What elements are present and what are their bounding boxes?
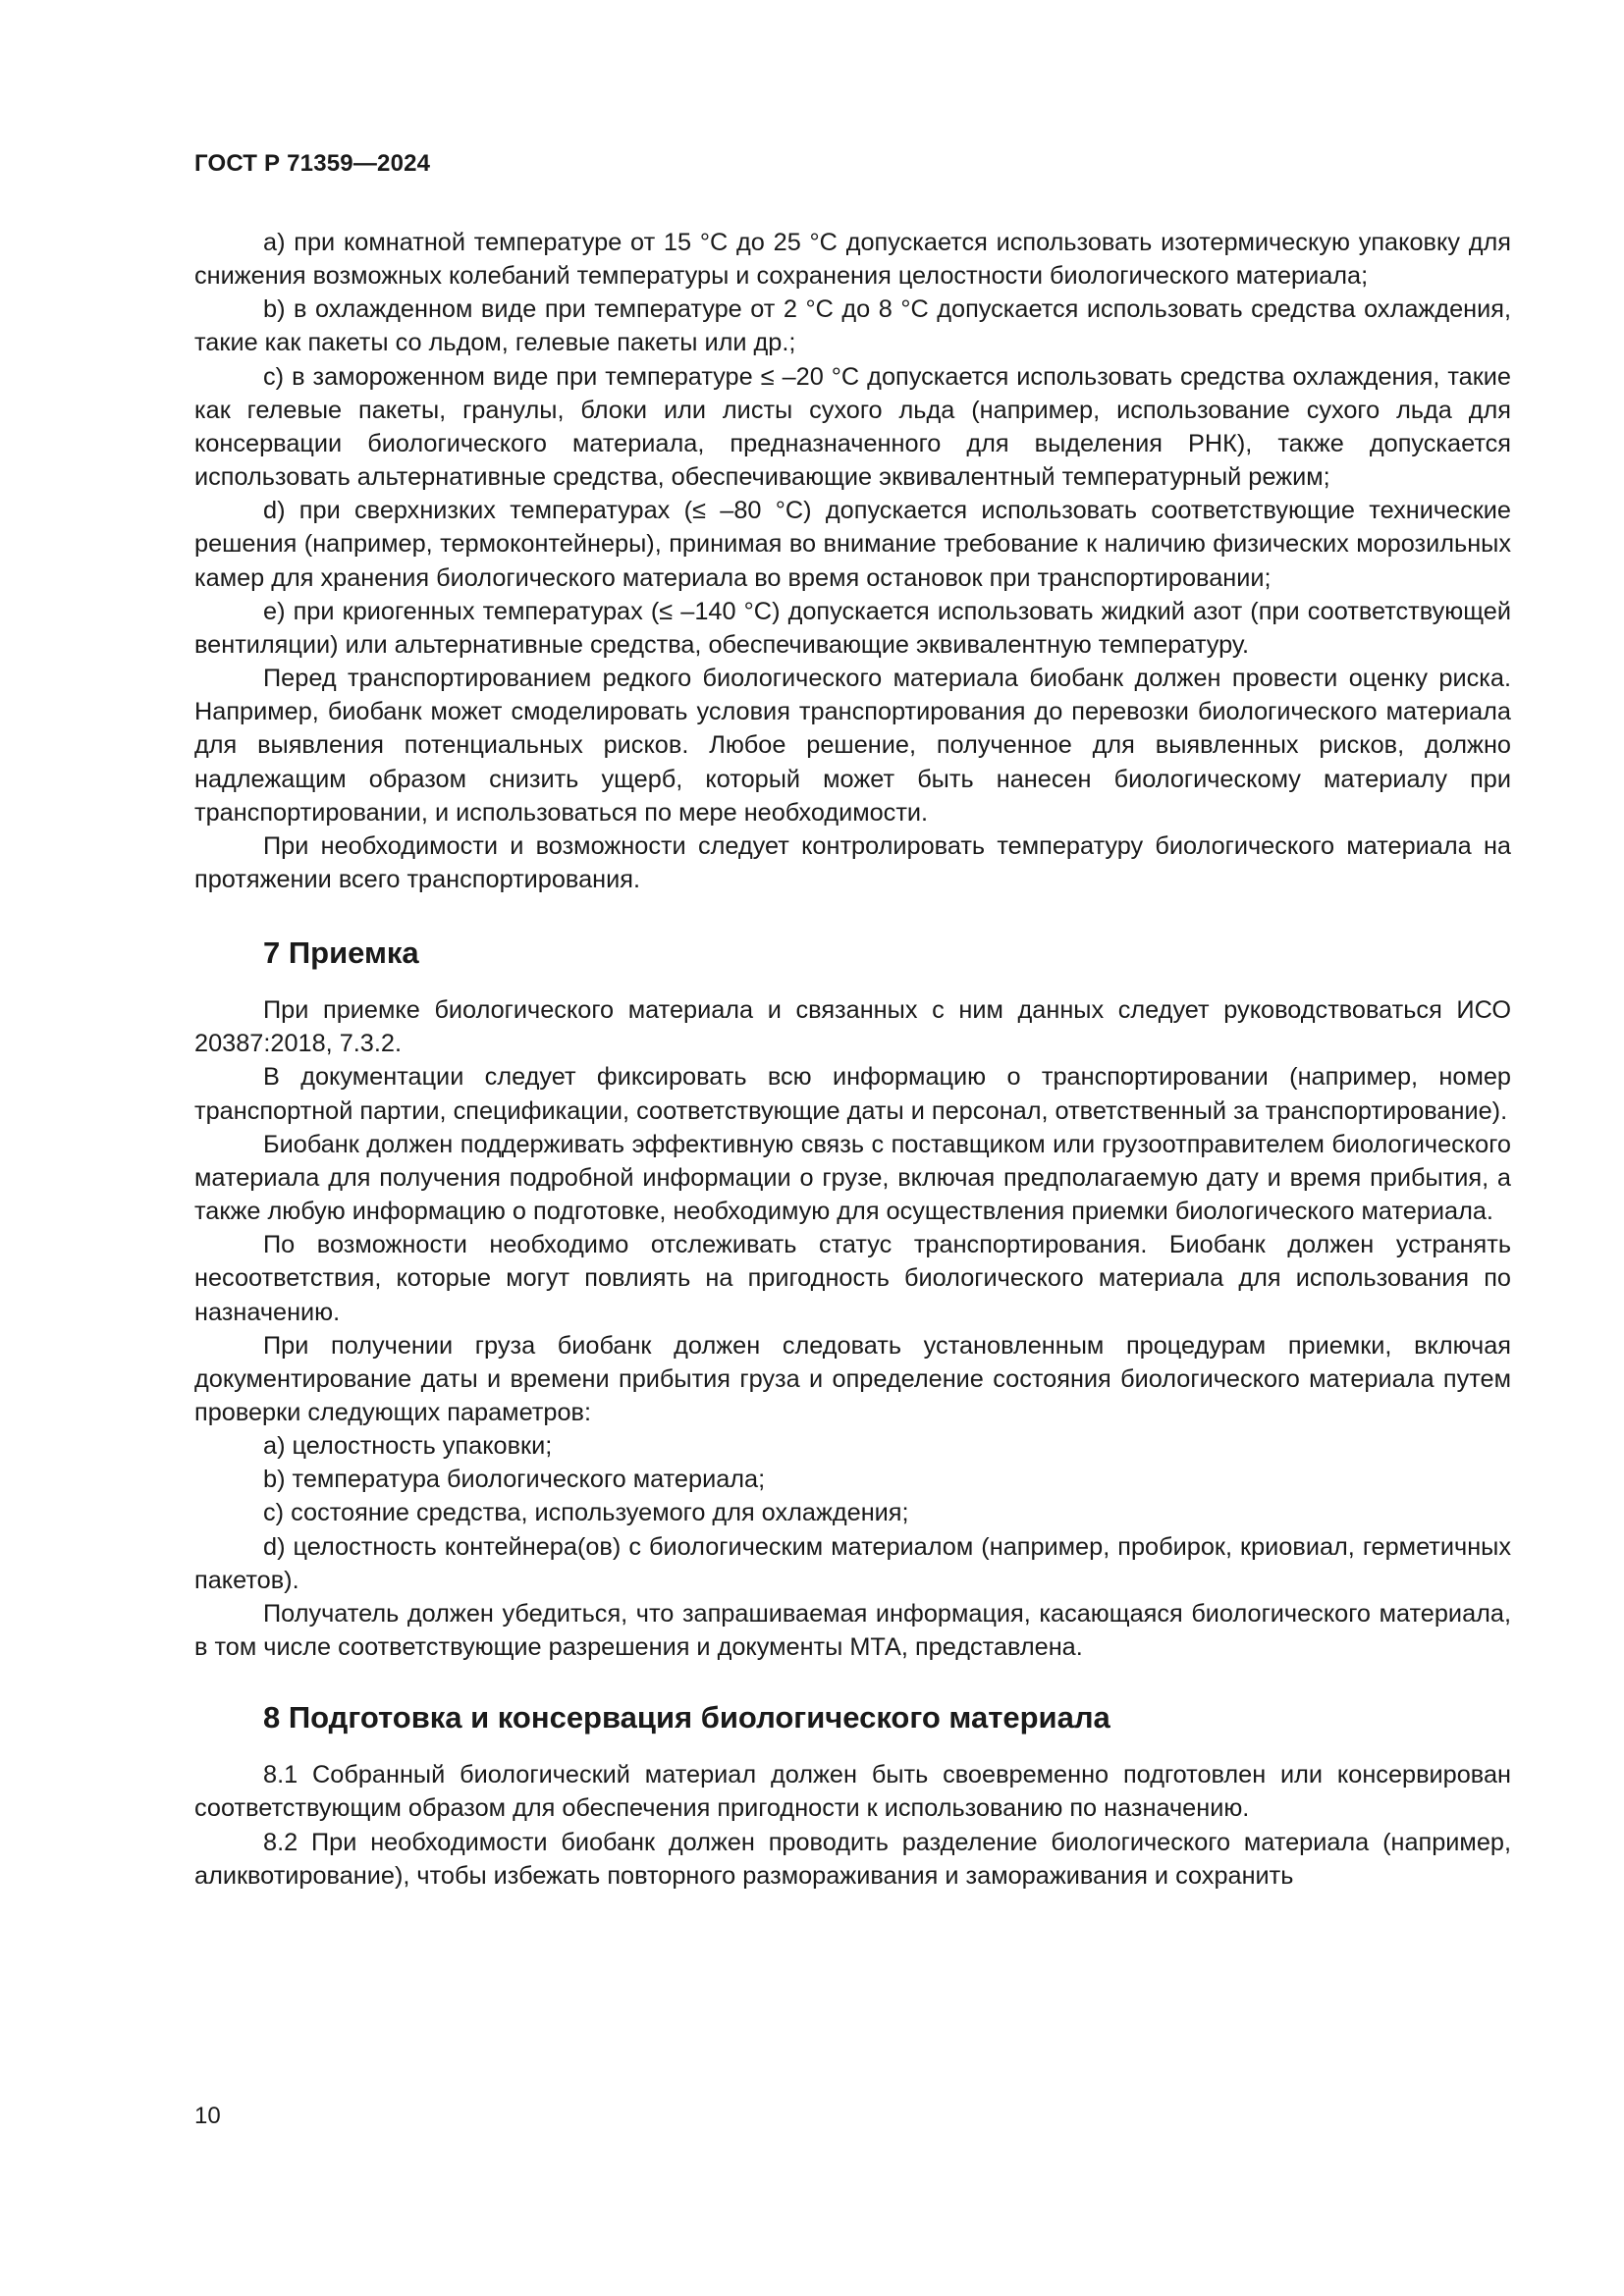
list-item-d: d) целостность контейнера(ов) с биологическим материалом (например, пробирок, криовиал, герметичных пакетов).	[194, 1532, 1511, 1594]
paragraph: Биобанк должен поддерживать эффективную связь с поставщиком или грузоотправителем биологического материала для получения подробной информации о грузе, включая предполагаемую дату и время прибытия, а также любую информацию о подготовке, необходимую для осуществления приемки биологического материала.	[194, 1130, 1511, 1226]
paragraph: Перед транспортированием редкого биологического материала биобанк должен провести оценку риска. Например, биобанк может смоделировать условия транспортирования до перевозки биологического материала для выявления потенциальных рисков. Любое решение, полученное для выявленных рисков, должно надлежащим образом снизить ущерб, который может быть нанесен биологическому материалу при транспортировании, и использоваться по мере необходимости.	[194, 665, 1511, 827]
list-item-b: b) температура биологического материала;	[263, 1466, 766, 1494]
clause-8-2: 8.2 При необходимости биобанк должен проводить разделение биологического материала (например, аликвотирование), чтобы избежать повторного размораживания и замораживания и сохранить	[194, 1828, 1511, 1890]
list-item-a: а) целостность упаковки;	[263, 1432, 553, 1461]
document-body	[194, 226, 1511, 1893]
section-8-title: 8 Подготовка и консервация биологического материала	[263, 1700, 1110, 1735]
paragraph: При приемке биологического материала и связанных с ним данных следует руководствоваться ИСО 20387:2018, 7.3.2.	[194, 996, 1511, 1058]
paragraph: По возможности необходимо отслеживать статус транспортирования. Биобанк должен устранять несоответствия, которые могут повлиять на пригодность биологического материала для использования по назначению.	[194, 1231, 1511, 1326]
list-item-a: а) при комнатной температуре от 15 °С до 25 °С допускается использовать изотермическую упаковку для снижения возможных колебаний температуры и сохранения целостности биологического материала;	[194, 229, 1511, 291]
list-item-e: е) при криогенных температурах (≤ –140 °С) допускается использовать жидкий азот (при соответствующей вентиляции) или альтернативные средства, обеспечивающие эквивалентную температуру.	[194, 597, 1511, 659]
list-item-d: d) при сверхнизких температурах (≤ –80 °С) допускается использовать соответствующие технические решения (например, термоконтейнеры), принимая во внимание требование к наличию физических морозильных камер для хранения биологического материала во время остановок при транспортировании;	[194, 497, 1511, 592]
paragraph: При необходимости и возможности следует контролировать температуру биологического материала на протяжении всего транспортирования.	[194, 831, 1511, 893]
list-item-c: с) состояние средства, используемого для охлаждения;	[263, 1499, 909, 1527]
section-7-title: 7 Приемка	[263, 935, 419, 971]
clause-8-1: 8.1 Собранный биологический материал должен быть своевременно подготовлен или консервирован соответствующим образом для обеспечения пригодности к использованию по назначению.	[194, 1761, 1511, 1823]
paragraph: В документации следует фиксировать всю информацию о транспортировании (например, номер транспортной партии, спецификации, соответствующие даты и персонал, ответственный за транспортирование).	[194, 1063, 1511, 1125]
paragraph: Получатель должен убедиться, что запрашиваемая информация, касающаяся биологического материала, в том числе соответствующие разрешения и документы МТА, представлена.	[194, 1599, 1511, 1662]
paragraph: При получении груза биобанк должен следовать установленным процедурам приемки, включая документирование даты и времени прибытия груза и определение состояния биологического материала путем проверки следующих параметров:	[194, 1331, 1511, 1426]
page-number: 10	[194, 2103, 221, 2129]
list-item-b: b) в охлажденном виде при температуре от 2 °С до 8 °С допускается использовать средства охлаждения, такие как пакеты со льдом, гелевые пакеты или др.;	[194, 295, 1511, 357]
document-code: ГОСТ Р 71359—2024	[194, 150, 431, 177]
list-item-c: с) в замороженном виде при температуре ≤ –20 °С допускается использовать средства охлаждения, такие как гелевые пакеты, гранулы, блоки или листы сухого льда (например, использование сухого льда для консервации биологического материала, предназначенного для выделения РНК), также допускается использовать альтернативные средства, обеспечивающие эквивалентный температурный режим;	[194, 362, 1511, 492]
